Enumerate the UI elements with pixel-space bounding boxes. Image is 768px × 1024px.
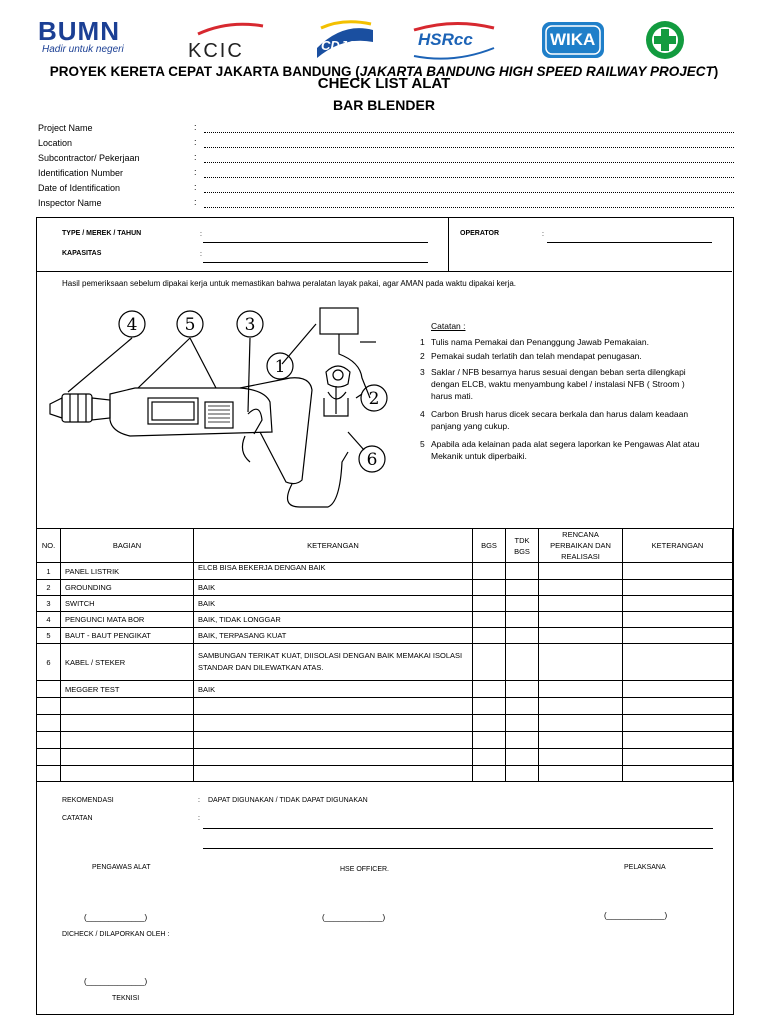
pengawas-alat-label: PENGAWAS ALAT	[92, 864, 151, 871]
table-row	[37, 681, 733, 698]
box-divider	[448, 217, 449, 271]
kapasitas-field[interactable]	[203, 262, 428, 263]
info-row	[38, 182, 738, 197]
colon: :	[200, 251, 202, 258]
colon: :	[200, 231, 202, 238]
keterangan-cell[interactable]	[623, 580, 733, 596]
diagram-number-4: 4	[126, 315, 138, 335]
note-item-4: 4 Carbon Brush harus dicek secara berkala dan harus dalam keadaan panjang yang cukup.	[420, 409, 689, 431]
row-keterangan: ELCB BISA BEKERJA DENGAN BAIK	[194, 563, 473, 580]
rencana-cell[interactable]	[539, 698, 623, 715]
note-item-2: 2 Pemakai sudah terlatih dan telah mendapat penugasan.	[420, 351, 642, 361]
kapasitas-label: KAPASITAS	[62, 250, 102, 257]
tdk-bgs-cell[interactable]	[506, 628, 539, 644]
checklist-table	[36, 528, 733, 782]
keterangan-cell[interactable]	[623, 681, 733, 698]
row-bagian[interactable]	[61, 715, 194, 732]
colon: :	[194, 152, 197, 162]
k3-gear-cross-icon	[643, 18, 687, 62]
bgs-cell[interactable]	[473, 612, 506, 628]
tdk-bgs-cell[interactable]	[506, 580, 539, 596]
info-row	[38, 122, 738, 137]
bumn-logo-text: BUMN	[38, 16, 120, 46]
row-no: 4	[37, 612, 61, 628]
project-name-label: Project Name	[38, 123, 93, 133]
row-no: 2	[37, 580, 61, 596]
header-rencana: RENCANA PERBAIKAN DAN REALISASI	[539, 529, 623, 563]
bgs-cell[interactable]	[473, 563, 506, 580]
catatan-label: CATATAN	[62, 815, 93, 822]
kcic-logo	[188, 18, 268, 62]
table-row	[37, 628, 733, 644]
inspector-name-field[interactable]	[204, 207, 734, 208]
project-name-field[interactable]	[204, 132, 734, 133]
row-bagian: BAUT - BAUT PENGIKAT	[61, 628, 194, 644]
document-subtitle: BAR BLENDER	[333, 97, 435, 113]
tdk-bgs-cell[interactable]	[506, 596, 539, 612]
row-bagian[interactable]	[61, 698, 194, 715]
pelaksana-signature[interactable]: (_____________)	[604, 911, 668, 920]
intro-text: Hasil pemeriksaan sebelum dipakai kerja untuk memastikan bahwa peralatan layak pakai, agar AMAN pada waktu dipakai kerja.	[62, 279, 517, 288]
bgs-cell[interactable]	[473, 732, 506, 749]
keterangan-cell[interactable]	[623, 698, 733, 715]
keterangan-cell[interactable]	[623, 612, 733, 628]
tdk-bgs-cell[interactable]	[506, 612, 539, 628]
pelaksana-label: PELAKSANA	[624, 864, 666, 871]
row-no	[37, 732, 61, 749]
info-row	[38, 167, 738, 182]
row-no: 5	[37, 628, 61, 644]
rekomendasi-value[interactable]: DAPAT DIGUNAKAN / TIDAK DAPAT DIGUNAKAN	[208, 797, 368, 804]
kcic-swoosh-icon	[188, 18, 268, 36]
wika-logo-text: WIKA	[550, 30, 596, 49]
date-of-identification-label: Date of Identification	[38, 183, 121, 193]
table-row	[37, 612, 733, 628]
dicheck-label: DICHECK / DILAPORKAN OLEH :	[62, 931, 170, 938]
tdk-bgs-cell[interactable]	[506, 681, 539, 698]
table-row	[37, 698, 733, 715]
table-header-row	[37, 529, 733, 563]
bumn-logo	[38, 18, 148, 62]
diagram-number-5: 5	[184, 315, 196, 335]
project-title-italic: JAKARTA BANDUNG HIGH SPEED RAILWAY PROJECT	[359, 64, 714, 79]
subcontractor-label: Subcontractor/ Pekerjaan	[38, 153, 140, 163]
colon: :	[194, 137, 197, 147]
colon: :	[194, 197, 197, 207]
bgs-cell[interactable]	[473, 681, 506, 698]
table-row	[37, 563, 733, 580]
row-keterangan[interactable]	[194, 698, 473, 715]
bgs-cell[interactable]	[473, 698, 506, 715]
colon: :	[542, 231, 544, 238]
wika-logo	[540, 18, 606, 62]
rencana-cell[interactable]	[539, 681, 623, 698]
header-keterangan-2: KETERANGAN	[623, 529, 733, 563]
table-row	[37, 732, 733, 749]
row-bagian: GROUNDING	[61, 580, 194, 596]
rekomendasi-label: REKOMENDASI	[62, 797, 114, 804]
row-bagian[interactable]	[61, 766, 194, 782]
tdk-bgs-cell[interactable]	[506, 715, 539, 732]
header-tdk-bgs: TDK BGS	[506, 529, 539, 563]
date-of-identification-field[interactable]	[204, 192, 734, 193]
colon: :	[198, 815, 200, 822]
bgs-cell[interactable]	[473, 628, 506, 644]
bgs-cell[interactable]	[473, 580, 506, 596]
rencana-cell[interactable]	[539, 732, 623, 749]
row-keterangan[interactable]	[194, 732, 473, 749]
tdk-bgs-cell[interactable]	[506, 644, 539, 681]
keterangan-cell[interactable]	[623, 596, 733, 612]
header-bagian: BAGIAN	[61, 529, 194, 563]
diagram-number-3: 3	[244, 315, 256, 335]
table-row	[37, 580, 733, 596]
note-item-5: 5 Apabila ada kelainan pada alat segera laporkan ke Pengawas Alat atau Mekanik untuk diperbaiki.	[420, 439, 700, 461]
row-keterangan[interactable]	[194, 749, 473, 766]
row-no	[37, 715, 61, 732]
tdk-bgs-cell[interactable]	[506, 749, 539, 766]
row-bagian: MEGGER TEST	[61, 681, 194, 698]
bumn-tagline: Hadir untuk negeri	[42, 44, 124, 55]
catatan-field-line-2[interactable]	[203, 848, 713, 849]
row-no	[37, 749, 61, 766]
hsrcc-logo	[410, 18, 496, 62]
diagram-number-2: 2	[368, 389, 380, 409]
catatan-title: Catatan :	[431, 321, 466, 331]
header-keterangan: KETERANGAN	[194, 529, 473, 563]
tdk-bgs-cell[interactable]	[506, 563, 539, 580]
diagram-number-1: 1	[274, 357, 286, 377]
tdk-bgs-cell[interactable]	[506, 766, 539, 782]
hsrcc-logo-text: HSRcc	[418, 30, 473, 49]
equipment-box	[36, 217, 732, 272]
rencana-cell[interactable]	[539, 563, 623, 580]
cdjo-logo-text: CDJO	[321, 38, 358, 53]
note-item-1: 1 Tulis nama Pemakai dan Penanggung Jawab Pemakaian.	[420, 337, 649, 347]
document-title: CHECK LIST ALAT	[317, 75, 451, 92]
identification-number-label: Identification Number	[38, 168, 124, 178]
table-row	[37, 749, 733, 766]
header-no: NO.	[37, 529, 61, 563]
row-keterangan: SAMBUNGAN TERIKAT KUAT, DIISOLASI DENGAN BAIK MEMAKAI ISOLASI STANDAR DAN DILEWATKAN ATAS.	[194, 644, 473, 681]
catatan-section	[420, 320, 720, 462]
row-keterangan: BAIK, TIDAK LONGGAR	[194, 612, 473, 628]
bgs-cell[interactable]	[473, 749, 506, 766]
diagram-number-6: 6	[366, 450, 378, 470]
rencana-cell[interactable]	[539, 749, 623, 766]
bgs-cell[interactable]	[473, 715, 506, 732]
row-bagian: SWITCH	[61, 596, 194, 612]
table-row	[37, 596, 733, 612]
location-label: Location	[38, 138, 73, 148]
row-bagian: KABEL / STEKER	[61, 644, 194, 681]
row-no: 3	[37, 596, 61, 612]
teknisi-label: TEKNISI	[112, 995, 140, 1002]
row-bagian: PENGUNCI MATA BOR	[61, 612, 194, 628]
hse-officer-label: HSE OFFICER.	[340, 866, 390, 873]
type-label: TYPE / MEREK / TAHUN	[62, 230, 142, 237]
info-row	[38, 152, 738, 167]
keterangan-cell[interactable]	[623, 715, 733, 732]
k3-cross-logo	[643, 18, 687, 62]
table-row	[37, 644, 733, 681]
location-field[interactable]	[204, 147, 734, 148]
bgs-cell[interactable]	[473, 766, 506, 782]
cdjo-logo	[313, 18, 377, 62]
row-bagian: PANEL LISTRIK	[61, 563, 194, 580]
row-keterangan: BAIK	[194, 681, 473, 698]
colon: :	[194, 182, 197, 192]
keterangan-cell[interactable]	[623, 628, 733, 644]
rencana-cell[interactable]	[539, 715, 623, 732]
header-bgs: BGS	[473, 529, 506, 563]
note-item-3: 3 Saklar / NFB besarnya harus sesuai dengan beban serta dilengkapi dengan ELCB, waktu menyambung kabel / instalasi NFB ( Stroom ) harus mati.	[420, 367, 686, 401]
row-keterangan: BAIK	[194, 596, 473, 612]
catatan-field-line-1[interactable]	[203, 828, 713, 829]
keterangan-cell[interactable]	[623, 749, 733, 766]
rencana-cell[interactable]	[539, 580, 623, 596]
rencana-cell[interactable]	[539, 628, 623, 644]
kcic-logo-text: KCIC	[188, 40, 244, 62]
row-bagian[interactable]	[61, 749, 194, 766]
pengawas-signature[interactable]: (_____________)	[84, 913, 148, 922]
table-row	[37, 766, 733, 782]
rencana-cell[interactable]	[539, 596, 623, 612]
project-title-prefix: PROYEK KERETA CEPAT JAKARTA BANDUNG (	[49, 64, 360, 79]
type-field[interactable]	[203, 242, 428, 243]
teknisi-signature[interactable]: (_____________)	[84, 977, 148, 986]
keterangan-cell[interactable]	[623, 563, 733, 580]
colon: :	[194, 167, 197, 177]
row-keterangan: BAIK, TERPASANG KUAT	[194, 628, 473, 644]
drill-diagram	[40, 302, 420, 517]
operator-field[interactable]	[547, 242, 712, 243]
info-row	[38, 197, 738, 212]
bgs-cell[interactable]	[473, 644, 506, 681]
tdk-bgs-cell[interactable]	[506, 698, 539, 715]
table-row	[37, 715, 733, 732]
hse-signature[interactable]: (_____________)	[322, 913, 386, 922]
tdk-bgs-cell[interactable]	[506, 732, 539, 749]
colon: :	[194, 122, 197, 132]
row-keterangan[interactable]	[194, 766, 473, 782]
keterangan-cell[interactable]	[623, 732, 733, 749]
keterangan-cell[interactable]	[623, 766, 733, 782]
info-row	[38, 137, 738, 152]
colon: :	[198, 797, 200, 804]
project-title-suffix: )	[713, 64, 719, 79]
rencana-cell[interactable]	[539, 766, 623, 782]
operator-label: OPERATOR	[460, 230, 500, 237]
row-no: 1	[37, 563, 61, 580]
row-no	[37, 681, 61, 698]
identification-number-field[interactable]	[204, 177, 734, 178]
bgs-cell[interactable]	[473, 596, 506, 612]
inspector-name-label: Inspector Name	[38, 198, 102, 208]
row-keterangan[interactable]	[194, 715, 473, 732]
row-no	[37, 698, 61, 715]
rencana-cell[interactable]	[539, 612, 623, 628]
row-no	[37, 766, 61, 782]
row-keterangan: BAIK	[194, 580, 473, 596]
keterangan-cell[interactable]	[623, 644, 733, 681]
rencana-cell[interactable]	[539, 644, 623, 681]
row-no: 6	[37, 644, 61, 681]
row-bagian[interactable]	[61, 732, 194, 749]
subcontractor-field[interactable]	[204, 162, 734, 163]
